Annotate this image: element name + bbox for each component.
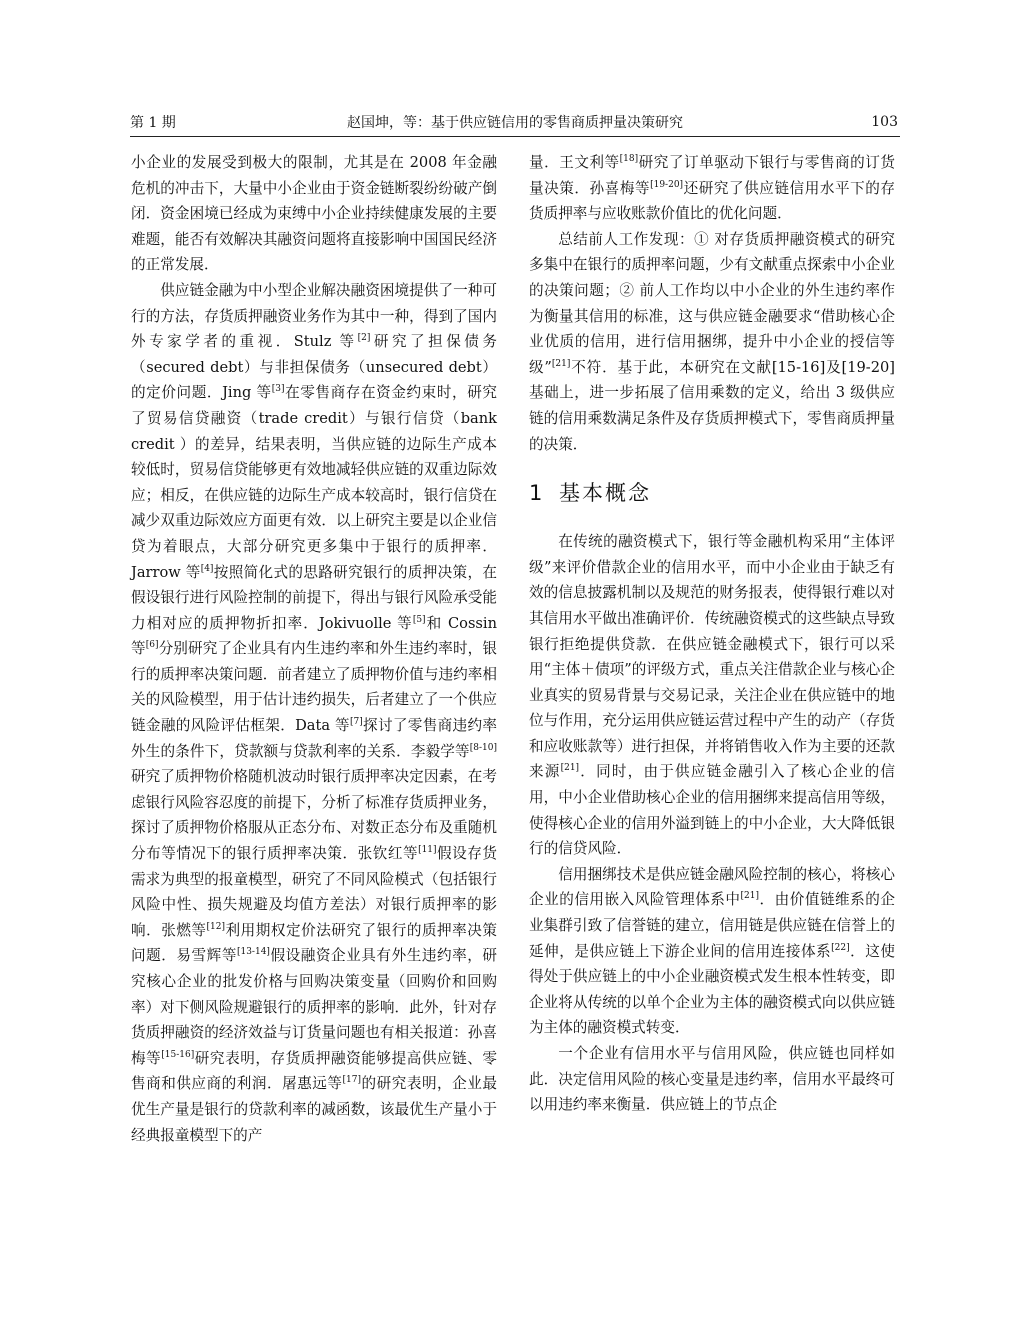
paragraph: 供应链金融为中小型企业解决融资困境提供了一种可行的方法，存货质押融资业务作为其中一种，得到了国内外专家学者的重视．Stulz 等[2]研究了担保债务（secured debt）与非担保债务（unsecured debt）的定价问题．Jing 等[3]在零售商存在资金约束时，研究了贸易信贷融资（trade credit）与银行信贷（bank credit ）的差异，结果表明，当供应链的边际生产成本较低时，贸易信贷能够更有效地减轻供应链的双重边际效应；相反，在供应链的边际生产成本较高时，银行信贷在减少双重边际效应方面更有效．以上研究主要是以企业信贷为着眼点，大部分研究更多集中于银行的质押率．Jarrow 等[4]按照简化式的思路研究银行的质押决策，在假设银行进行风险控制的前提下，得出与银行风险承受能力相对应的质押物折扣率．Jokivuolle 等[5]和 Cossin 等[6]分别研究了企业具有内生违约率和外生违约率时，银行的质押率决策问题．前者建立了质押物价值与违约率相关的风险模型，用于估计违约损失，后者建立了一个供应链金融的风险评估框架．Data 等[7]探讨了零售商违约率外生的条件下，贷款额与贷款利率的关系．李毅学等[8-10]研究了质押物价格随机波动时银行质押率决定因素，在考虑银行风险容忍度的前提下，分析了标准存货质押业务，探讨了质押物价格服从正态分布、对数正态分布及重随机分布等情况下的银行质押率决策．张钦红等[11]假设存货需求为典型的报童模型，研究了不同风险模式（包括银行风险中性、损失规避及均值方差法）对银行质押率的影响．张燃等[12]利用期权定价法研究了银行的质押率决策问题．易雪辉等[13-14]假设融资企业具有外生违约率，研究核心企业的批发价格与回购决策变量（回购价和回购率）对下侧风险规避银行的质押率的影响．此外，针对存货质押融资的经济效益与订货量问题也有相关报道：孙喜梅等[15-16]研究表明，存货质押融资能够提高供应链、零售商和供应商的利润．屠惠远等[17]的研究表明，企业最优生产量是银行的贷款利率的减函数，该最优生产量小于经典报童模型下的产 [131, 281, 497, 1144]
citation: [21] [551, 358, 571, 369]
citation: [22] [831, 942, 850, 953]
issue-label: 第 1 期 [130, 115, 176, 131]
citation: [13-14] [236, 947, 270, 958]
citation: [3] [271, 384, 285, 395]
right-column [529, 150, 895, 1118]
section-heading [529, 479, 895, 507]
section-number: 1 [529, 481, 545, 506]
citation: [11] [418, 845, 437, 856]
citation: [15-16] [161, 1049, 195, 1060]
left-column [131, 150, 497, 1148]
citation: [21] [560, 763, 580, 774]
citation: [5] [412, 614, 426, 625]
paragraph: 总结前人工作发现：① 对存货质押融资模式的研究多集中在银行的质押率问题，少有文献重点探索中小企业的决策问题；② 前人工作均以中小企业的外生违约率作为衡量其信用的标准，这与供应链金融要求“借助核心企业优质的信用，进行信用捆绑，提升中小企业的授信等级”[21]不符．基于此，本研究在文献[15-16]及[19-20]基础上，进一步拓展了信用乘数的定义，给出 3 级供应链的信用乘数满足条件及存货质押模式下，零售商质押量的决策． [529, 230, 896, 453]
paragraph: 信用捆绑技术是供应链金融风险控制的核心，将核心企业的信用嵌入风险管理体系中[21]．由价值链维系的企业集群引致了信誉链的建立，信用链是供应链在信誉上的延伸，是供应链上下游企业间的信用连接体系[22]．这使得处于供应链上的中小企业融资模式发生根本性转变，即企业将从传统的以单个企业为主体的融资模式向以供应链为主体的融资模式转变． [529, 865, 895, 1037]
citation: [4] [200, 563, 214, 574]
citation: [17] [342, 1075, 361, 1086]
citation: [6] [145, 640, 159, 651]
paragraph: 小企业的发展受到极大的限制，尤其是在 2008 年金融危机的冲击下，大量中小企业由于资金链断裂纷纷破产倒闭．资金困境已经成为束缚中小企业持续健康发展的主要难题，能否有效解决其融资问题将直接影响中国国民经济的正常发展． [131, 154, 497, 274]
paragraph: 在传统的融资模式下，银行等金融机构采用“主体评级”来评价借款企业的信用水平，而中小企业由于缺乏有效的信息披露机制以及规范的财务报表，使得银行难以对其信用水平做出准确评价．传统融资模式的这些缺点导致银行拒绝提供贷款．在供应链金融模式下，银行可以采用“主体＋债项”的评级方式，重点关注借款企业与核心企业真实的贸易背景与交易记录，关注企业在供应链中的地位与作用，充分运用供应链运营过程中产生的动产（存货和应收账款等）进行担保，并将销售收入作为主要的还款来源[21]．同时，由于供应链金融引入了核心企业的信用，中小企业借助核心企业的信用捆绑来提高信用等级，使得核心企业的信用外溢到链上的中小企业，大大降低银行的信贷风险． [529, 533, 895, 858]
section-title: 基本概念 [559, 481, 651, 506]
citation: [7] [349, 717, 363, 728]
citation: [12] [206, 921, 226, 932]
page-header [130, 112, 900, 137]
running-title: 赵国坤，等：基于供应链信用的零售商质押量决策研究 [347, 115, 683, 131]
citation: [8-10] [469, 742, 497, 753]
citation: [2] [357, 333, 371, 344]
citation: [21] [740, 891, 759, 902]
page-number: 103 [871, 114, 898, 130]
citation: [18] [619, 154, 639, 165]
paragraph: 一个企业有信用水平与信用风险，供应链也同样如此．决定信用风险的核心变量是违约率，信用水平最终可以用违约率来衡量．供应链上的节点企 [529, 1045, 895, 1114]
citation: [19-20] [650, 179, 684, 190]
paragraph: 量．王文利等[18]研究了订单驱动下银行与零售商的订货量决策．孙喜梅等[19-20]还研究了供应链信用水平下的存货质押率与应收账款价值比的优化问题． [529, 154, 895, 223]
